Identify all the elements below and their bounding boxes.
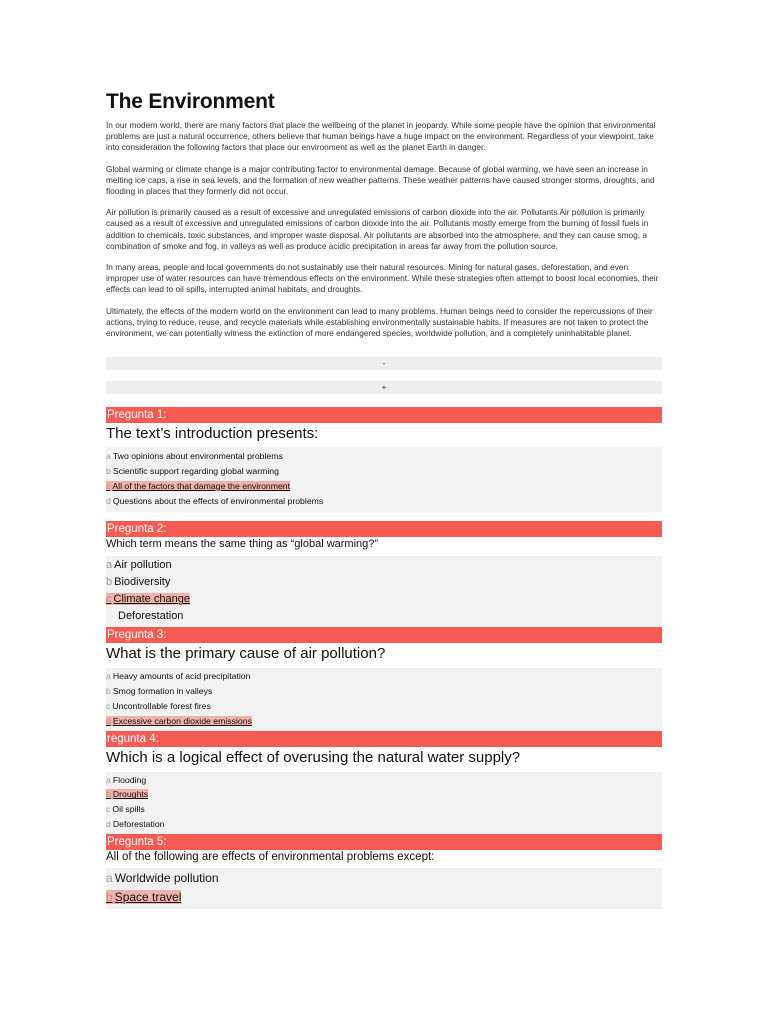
- option-d-selected[interactable]: d Excessive carbon dioxide emissions: [106, 715, 252, 726]
- page-title: The Environment: [106, 90, 275, 113]
- option-d[interactable]: Deforestation: [118, 610, 184, 623]
- question-5: [106, 834, 662, 909]
- option-d[interactable]: d Deforestation: [106, 819, 165, 830]
- question-title: What is the primary cause of air pollution?: [106, 645, 386, 663]
- question-header: Pregunta 5:: [106, 834, 662, 850]
- option-d[interactable]: d Questions about the effects of environmental problems: [106, 495, 324, 506]
- option-b-selected[interactable]: b Space travel: [106, 889, 182, 904]
- option-a[interactable]: a Flooding: [106, 774, 147, 785]
- option-b[interactable]: b Biodiversity: [106, 576, 171, 589]
- question-3: [106, 627, 662, 730]
- option-b[interactable]: b Scientific support regarding global warming: [106, 466, 279, 477]
- option-a[interactable]: a Two opinions about environmental problems: [106, 451, 283, 462]
- option-list: [106, 556, 662, 627]
- option-b[interactable]: b Smog formation in valleys: [106, 686, 213, 697]
- question-title: Which term means the same thing as “global warming?”: [106, 538, 379, 551]
- paragraph-resources: In many areas, people and local governments do not sustainably use their natural resources. Mining for natural gases, deforestation, and even improper use of water resources can have tremendous effects on the environment. While these strategies often attempt to boost local economies, their effects can lead to oil spills, interrupted animal habitats, and droughts.: [106, 262, 659, 295]
- question-title: Which is a logical effect of overusing the natural water supply?: [106, 748, 521, 766]
- option-a[interactable]: a Air pollution: [106, 559, 172, 572]
- option-list: [106, 668, 662, 730]
- option-c-selected[interactable]: c Climate change: [106, 593, 190, 606]
- option-list: [106, 868, 662, 909]
- expand-button[interactable]: +: [106, 381, 662, 394]
- question-4: [106, 731, 662, 834]
- option-c[interactable]: c Oil spills: [106, 804, 145, 815]
- question-header: regunta 4:: [106, 731, 662, 747]
- question-title: The text’s introduction presents:: [106, 425, 319, 443]
- question-header: Pregunta 3:: [106, 627, 662, 643]
- option-b-selected[interactable]: b Droughts: [106, 789, 149, 800]
- paragraph-air-pollution: Air pollution is primarily caused as a result of excessive and unregulated emissions of carbon dioxide into the air. Pollutants Air pollution is primarily caused as a result of excessive and unregulated emissions of carbon dioxide into the air. Pollutants mostly emerge from the burning of fossil fuels in addition to chemicals, toxic substances, and improper waste disposal. Air pollutants are absorbed into the atmosphere, and they can cause smog, a combination of smoke and fog, in valleys as well as produce acidic precipitation in areas far away from the pollution source.: [106, 207, 649, 251]
- option-a[interactable]: a Worldwide pollution: [106, 870, 219, 885]
- collapse-button[interactable]: -: [106, 357, 662, 370]
- option-c[interactable]: c Uncontrollable forest fires: [106, 701, 211, 712]
- document-page: [106, 90, 662, 909]
- paragraph-conclusion: Ultimately, the effects of the modern world on the environment can lead to many problems. Human beings need to consider the repercussions of their actions, trying to reduce, reuse, and recycle materials while establishing environmentally sustainable habits. If measures are not taken to protect the environment, we can potentially witness the extinction of more endangered species, worldwide pollution, and a completely uninhabitable planet.: [106, 305, 653, 339]
- question-title: All of the following are effects of environmental problems except:: [106, 850, 435, 863]
- question-header: Pregunta 1:: [106, 407, 662, 423]
- paragraph-global-warming: Global warming or climate change is a major contributing factor to environmental damage. Because of global warming, we have seen an increase in melting ice caps, a rise in sea levels, and the formation of new weather patterns. These weather patterns have caused stronger storms, droughts, and flooding in places that they formerly did not occur.: [106, 163, 655, 197]
- option-a[interactable]: a Heavy amounts of acid precipitation: [106, 671, 251, 682]
- option-list: [106, 772, 662, 834]
- question-1: [106, 407, 662, 512]
- option-list: [106, 447, 662, 512]
- option-c-selected[interactable]: c All of the factors that damage the environment: [106, 480, 291, 491]
- paragraph-intro: In our modern world, there are many factors that place the wellbeing of the planet in jeopardy. While some people have the opinion that environmental problems are just a natural occurrence, others believe that human beings have a huge impact on the environment. Regardless of your viewpoint, take into consideration the following factors that place our environment as well as the planet Earth in danger.: [106, 120, 656, 153]
- question-2: [106, 521, 662, 627]
- question-header: Pregunta 2:: [106, 521, 662, 537]
